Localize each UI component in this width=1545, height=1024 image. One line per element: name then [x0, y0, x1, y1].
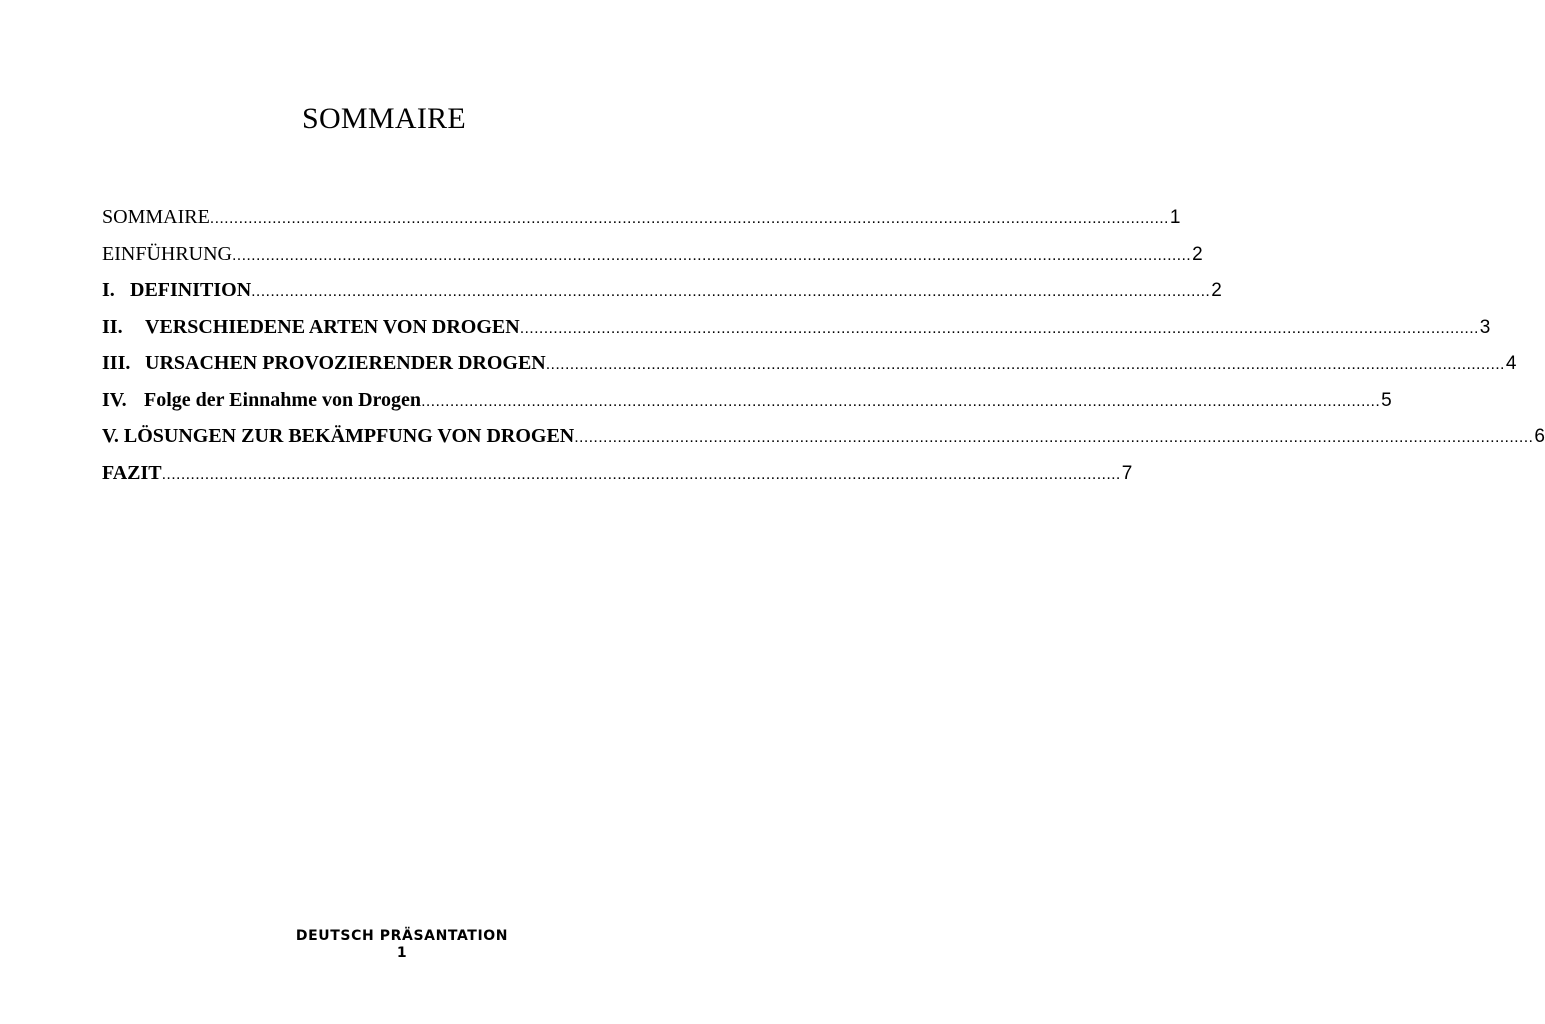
- toc-entry-text: DEFINITION: [130, 279, 252, 301]
- toc-entry-number: II.: [102, 315, 123, 338]
- footer-page-number: 1: [396, 945, 408, 961]
- toc-leader-dots: ........................................................................................................................................................................................................: [232, 246, 1192, 264]
- toc-page-number: 3: [1479, 316, 1491, 338]
- toc-entry-arten[interactable]: [102, 315, 1491, 353]
- toc-leader-dots: ........................................................................................................................................................................................................: [574, 429, 1534, 446]
- toc-entry-einfuehrung[interactable]: [102, 242, 1203, 280]
- toc-page-number: 2: [1211, 280, 1222, 301]
- toc-leader-dots: ........................................................................................................................................................................................................: [209, 210, 1169, 227]
- toc-page-number: 7: [1121, 462, 1133, 484]
- toc-entry-definition[interactable]: [102, 279, 1222, 316]
- toc-entry-number: IV.: [102, 388, 127, 411]
- toc-leader-dots: ........................................................................................................................................................................................................: [545, 356, 1505, 373]
- toc-entry-folge[interactable]: [102, 388, 1392, 426]
- toc-entry-sommaire[interactable]: [102, 206, 1181, 243]
- page-footer: [0, 928, 804, 962]
- toc-entry-label: [102, 279, 251, 302]
- toc-leader-dots: ........................................................................................................................................................................................................: [251, 283, 1211, 300]
- toc-entry-label: V. LÖSUNGEN ZUR BEKÄMPFUNG VON DROGEN: [102, 425, 575, 447]
- toc-leader-dots: ........................................................................................................................................................................................................: [161, 465, 1121, 483]
- page-title: SOMMAIRE: [301, 102, 467, 136]
- toc-entry-label: FAZIT: [102, 461, 162, 484]
- toc-entry-label: EINFÜHRUNG: [102, 242, 232, 265]
- toc-page-number: 2: [1192, 243, 1203, 265]
- toc-entry-label: [102, 316, 520, 339]
- toc-entry-text: Folge der Einnahme von Drogen: [144, 388, 422, 411]
- toc-entry-number: I.: [102, 279, 115, 301]
- toc-entry-fazit[interactable]: [102, 461, 1133, 499]
- toc-entry-text: VERSCHIEDENE ARTEN VON DROGEN: [145, 315, 520, 338]
- toc-entry-number: III.: [102, 352, 131, 374]
- toc-entry-label: [102, 389, 421, 412]
- toc-leader-dots: ........................................................................................................................................................................................................: [519, 319, 1479, 337]
- toc-page-number: 4: [1505, 353, 1517, 374]
- toc-entry-label: SOMMAIRE: [102, 206, 210, 228]
- toc-entry-ursachen[interactable]: [102, 352, 1517, 389]
- toc-page-number: 6: [1534, 426, 1545, 447]
- toc-page-number: 1: [1169, 207, 1181, 228]
- toc-entry-label: [102, 352, 546, 375]
- toc-entry-loesungen[interactable]: [102, 425, 1545, 462]
- table-of-contents: [102, 206, 1545, 498]
- toc-leader-dots: ........................................................................................................................................................................................................: [421, 392, 1381, 410]
- toc-page-number: 5: [1381, 389, 1392, 411]
- footer-text: DEUTSCH PRÄSANTATION: [295, 928, 509, 944]
- toc-entry-text: URSACHEN PROVOZIERENDER DROGEN: [145, 352, 546, 374]
